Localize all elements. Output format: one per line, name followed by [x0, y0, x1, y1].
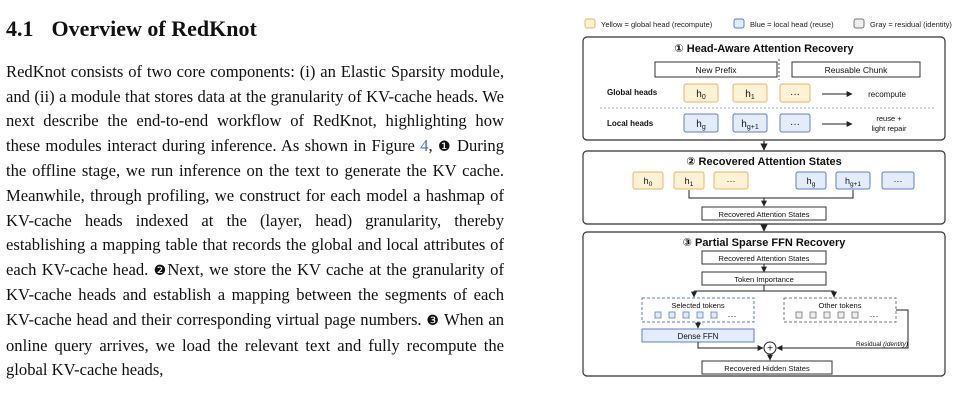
legend-label-blue: Blue = local head (reuse): [750, 20, 834, 29]
other-token: [796, 312, 802, 318]
step-marker-2: ❷: [153, 262, 168, 279]
selected-tokens-ellipsis: ···: [727, 311, 737, 321]
paragraph-text: During the offline stage, we run inference on the text to generate the KV cache. Meanwhile, through profiling, we construct for each model a hashmap of KV-cache heads indexed at the (layer, head) granularity, thereby establishing a mapping table that records the global and local attributes of each KV-cache head.: [6, 135, 504, 279]
local-heads-label: Local heads: [607, 119, 654, 128]
legend-swatch-yellow: [585, 19, 595, 28]
other-token: [852, 312, 858, 318]
paragraph-text: Next, we store the KV cache at the granularity of KV-cache heads and establish a mapping between the segments of each KV-cache head and their corresponding virtual page numbers.: [6, 259, 504, 329]
state-h1-label: $h_1$: [684, 176, 694, 188]
section-number: 4.1: [6, 16, 34, 41]
state-global-ellipsis-label: ···: [726, 176, 736, 186]
selected-token: [669, 312, 675, 318]
panel-partial-sparse-ffn-recovery: [583, 232, 945, 376]
local-head-ellipsis-label: ···: [790, 119, 800, 130]
selected-token: [655, 312, 661, 318]
reuse-label-line2: light repair: [871, 124, 907, 133]
global-heads-label: Global heads: [607, 88, 658, 97]
legend-swatch-blue: [734, 19, 744, 28]
selected-token: [711, 312, 717, 318]
recompute-label: recompute: [868, 90, 906, 99]
panel2-title: ② Recovered Attention States: [686, 156, 842, 168]
selected-token: [697, 312, 703, 318]
selected-token: [683, 312, 689, 318]
state-hg-label: $h_g$: [806, 176, 816, 188]
section-title: Overview of RedKnot: [51, 16, 257, 41]
paragraph-text: When an online query arrives, we load the relevant text and fully recompute the global KV-cache heads,: [6, 309, 505, 380]
state-hg1-label: $h_{g+1}$: [844, 176, 862, 188]
other-token: [810, 312, 816, 318]
panel3-input-label: Recovered Attention States: [718, 254, 810, 263]
other-tokens-ellipsis: ···: [869, 311, 879, 321]
new-prefix-label: New Prefix: [695, 65, 737, 75]
state-local-ellipsis-label: ···: [893, 176, 903, 186]
other-token: [838, 312, 844, 318]
panel-recovered-attention-states: [583, 151, 945, 224]
legend-label-gray: Gray = residual (identity): [870, 20, 952, 29]
step-marker-1: ❶: [437, 138, 452, 155]
section-heading: [6, 16, 257, 42]
paragraph-text: ,: [428, 135, 438, 155]
residual-label: Residual (identity): [856, 341, 909, 348]
redknot-figure: [560, 10, 970, 416]
selected-tokens-label: Selected tokens: [671, 301, 725, 310]
legend: [585, 19, 952, 29]
reusable-chunk-label: Reusable Chunk: [824, 65, 888, 75]
state-h0-label: $h_0$: [643, 176, 653, 188]
sum-plus: +: [767, 343, 773, 355]
local-head-hg-label: $h_g$: [696, 119, 706, 131]
body-paragraph: [6, 60, 504, 383]
dense-ffn-label: Dense FFN: [677, 332, 719, 341]
panel1-title: ① Head-Aware Attention Recovery: [674, 43, 854, 55]
step-marker-3: ❸: [426, 312, 440, 329]
paragraph-text: RedKnot consists of two core components: (i) an Elastic Sparsity module, and (ii) a module that stores data at the granularity of KV-cache heads. We next describe the end-to-end workflow of RedKnot, highlighting how these modules interact during inference. As shown in Figure: [6, 62, 504, 155]
global-head-ellipsis-label: ···: [790, 89, 800, 100]
other-tokens-label: Other tokens: [818, 301, 862, 310]
legend-label-yellow: Yellow = global head (recompute): [601, 20, 713, 29]
panel-head-aware-attention-recovery: [583, 37, 945, 140]
local-head-hg1-label: $h_{g+1}$: [741, 119, 759, 131]
token-importance-label: Token Importance: [734, 275, 794, 284]
reuse-label-line1: reuse +: [876, 114, 902, 123]
other-token: [824, 312, 830, 318]
panel3-title: ③ Partial Sparse FFN Recovery: [682, 237, 846, 249]
legend-swatch-gray: [854, 19, 864, 28]
panel3-output-label: Recovered Hidden States: [724, 364, 810, 373]
panel2-output-label: Recovered Attention States: [718, 210, 810, 219]
figure-reference-link[interactable]: 4: [420, 135, 429, 155]
global-head-h1-label: $h_1$: [745, 89, 755, 101]
global-head-h0-label: $h_0$: [696, 89, 706, 101]
